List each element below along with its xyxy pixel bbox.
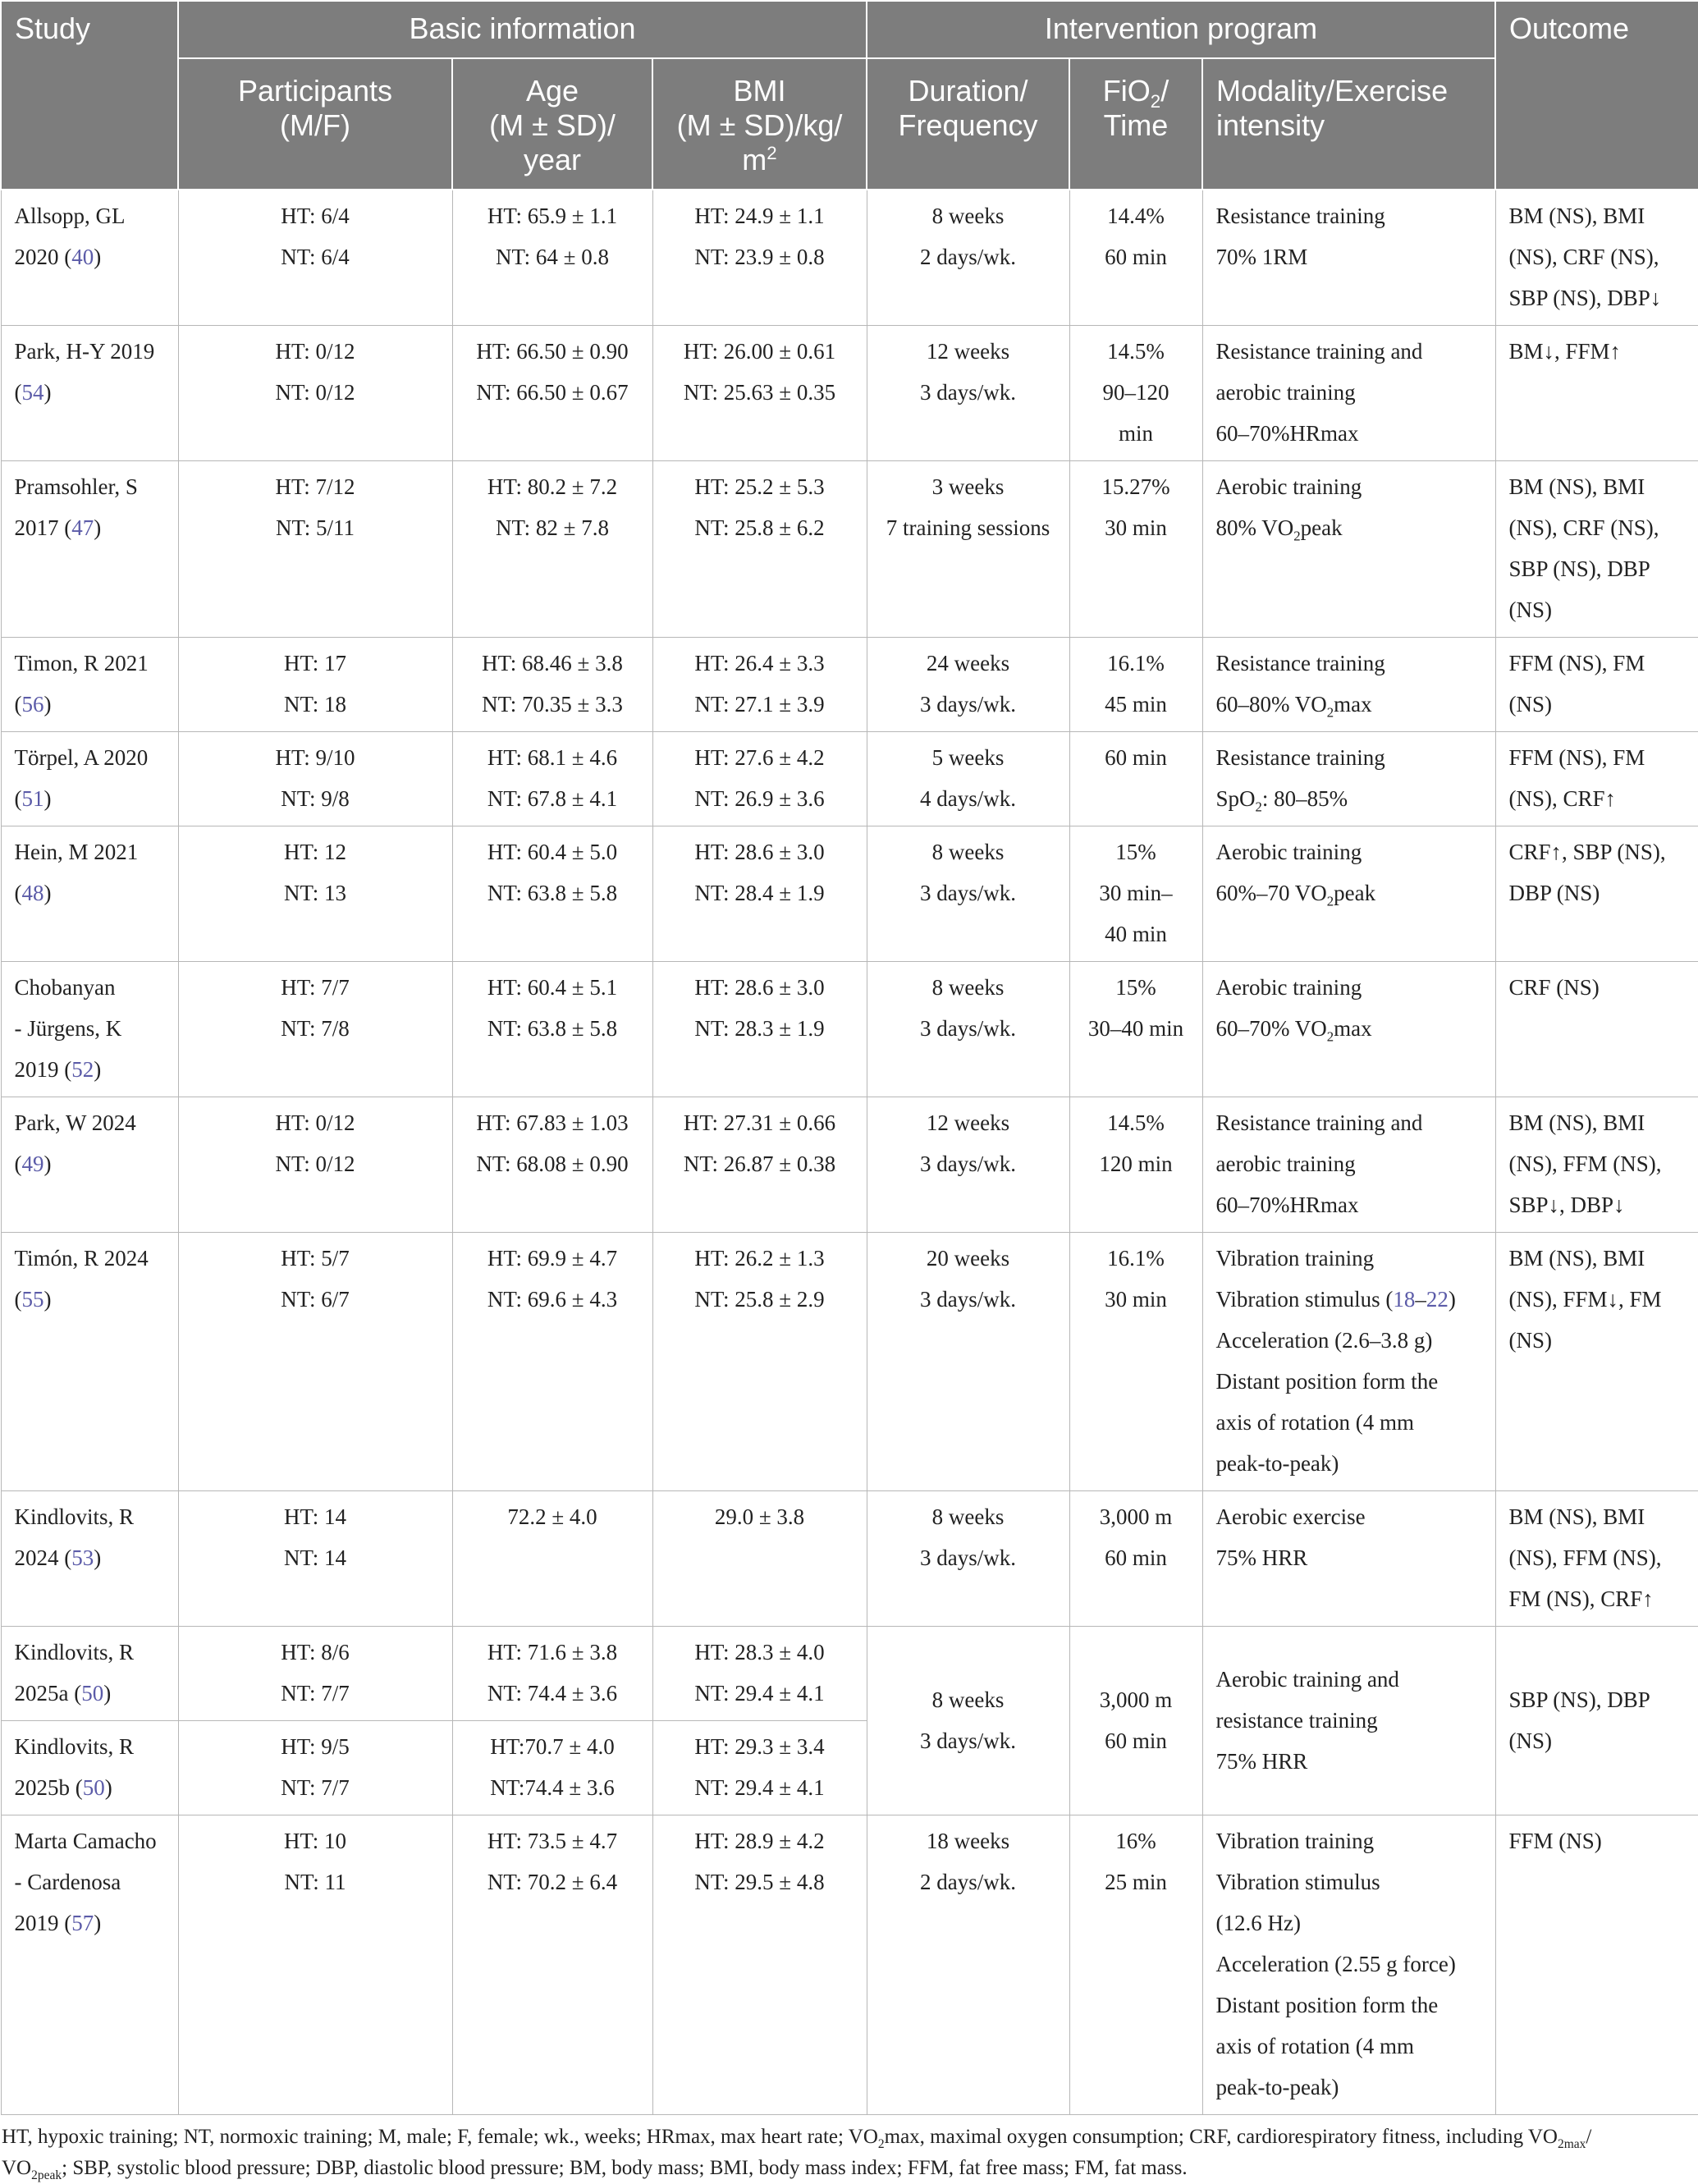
cell-modality: Vibration training Vibration stimulus (12.6 Hz) Acceleration (2.55 g force) Distant position form the axis of rotation (4 mm peak-to-peak): [1202, 1815, 1495, 2115]
cell-outcome: CRF (NS): [1495, 962, 1698, 1097]
cell-modality: Resistance training SpO$_2$: 80–85%: [1202, 732, 1495, 826]
header-duration-frequency: Duration/ Frequency: [867, 58, 1069, 190]
cell-age: HT:70.7 ± 4.0 NT:74.4 ± 3.6: [452, 1721, 652, 1815]
cell-bmi: HT: 28.3 ± 4.0 NT: 29.4 ± 4.1: [652, 1627, 867, 1721]
cell-age: HT: 60.4 ± 5.1 NT: 63.8 ± 5.8: [452, 962, 652, 1097]
cell-participants: HT: 9/5 NT: 7/7: [178, 1721, 452, 1815]
cell-fio2: 15% 30 min– 40 min: [1069, 826, 1202, 962]
cell-fio2: 14.5% 120 min: [1069, 1097, 1202, 1233]
cell-duration: 8 weeks 3 days/wk.: [867, 826, 1069, 962]
cell-outcome: FFM (NS): [1495, 1815, 1698, 2115]
reference-link[interactable]: 51: [21, 786, 44, 811]
cell-modality: Resistance training and aerobic training 60–70%HRmax: [1202, 1097, 1495, 1233]
reference-link[interactable]: 48: [21, 881, 44, 905]
cell-outcome: CRF↑, SBP (NS), DBP (NS): [1495, 826, 1698, 962]
table-row: [1, 1815, 1698, 2115]
table-row: [1, 638, 1698, 732]
cell-fio2: 16.1% 30 min: [1069, 1233, 1202, 1491]
table-row: [1, 1491, 1698, 1627]
cell-participants: HT: 14 NT: 14: [178, 1491, 452, 1627]
cell-age: HT: 68.1 ± 4.6 NT: 67.8 ± 4.1: [452, 732, 652, 826]
cell-participants: HT: 10 NT: 11: [178, 1815, 452, 2115]
cell-study: Pramsohler, S 2017 (47): [1, 461, 178, 638]
cell-fio2: 3,000 m 60 min: [1069, 1491, 1202, 1627]
cell-fio2: 16.1% 45 min: [1069, 638, 1202, 732]
cell-bmi: HT: 27.6 ± 4.2 NT: 26.9 ± 3.6: [652, 732, 867, 826]
cell-modality: Resistance training and aerobic training 60–70%HRmax: [1202, 326, 1495, 461]
cell-duration: 8 weeks 3 days/wk.: [867, 962, 1069, 1097]
cell-bmi: 29.0 ± 3.8: [652, 1491, 867, 1627]
cell-age: HT: 66.50 ± 0.90 NT: 66.50 ± 0.67: [452, 326, 652, 461]
cell-fio2: 15% 30–40 min: [1069, 962, 1202, 1097]
header-outcome: Outcome: [1495, 1, 1698, 190]
header-age: Age (M ± SD)/ year: [452, 58, 652, 190]
cell-study: Chobanyan - Jürgens, K 2019 (52): [1, 962, 178, 1097]
cell-bmi: HT: 29.3 ± 3.4 NT: 29.4 ± 4.1: [652, 1721, 867, 1815]
cell-participants: HT: 5/7 NT: 6/7: [178, 1233, 452, 1491]
cell-age: HT: 80.2 ± 7.2 NT: 82 ± 7.8: [452, 461, 652, 638]
cell-bmi: HT: 26.4 ± 3.3 NT: 27.1 ± 3.9: [652, 638, 867, 732]
header-modality-intensity: Modality/Exercise intensity: [1202, 58, 1495, 190]
cell-study: Kindlovits, R 2025a (50): [1, 1627, 178, 1721]
cell-age: HT: 60.4 ± 5.0 NT: 63.8 ± 5.8: [452, 826, 652, 962]
cell-modality: Aerobic training 80% $VO_2peak$: [1202, 461, 1495, 638]
cell-age: HT: 65.9 ± 1.1 NT: 64 ± 0.8: [452, 190, 652, 326]
cell-age: HT: 69.9 ± 4.7 NT: 69.6 ± 4.3: [452, 1233, 652, 1491]
reference-link[interactable]: 50: [82, 1775, 105, 1800]
cell-fio2-merged: 3,000 m 60 min: [1069, 1627, 1202, 1815]
cell-fio2: 14.5% 90–120 min: [1069, 326, 1202, 461]
header-study: Study: [1, 1, 178, 190]
cell-study: Hein, M 2021 (48): [1, 826, 178, 962]
reference-link[interactable]: 52: [71, 1057, 94, 1082]
cell-modality: Vibration training Vibration stimulus (18–22) Acceleration (2.6–3.8 g) Distant position form the axis of rotation (4 mm peak-to-peak): [1202, 1233, 1495, 1491]
cell-duration: 8 weeks 2 days/wk.: [867, 190, 1069, 326]
cell-bmi: HT: 24.9 ± 1.1 NT: 23.9 ± 0.8: [652, 190, 867, 326]
cell-outcome: BM (NS), BMI (NS), FFM (NS), SBP↓, DBP↓: [1495, 1097, 1698, 1233]
table-row: [1, 1627, 1698, 1721]
table-row: [1, 732, 1698, 826]
reference-link[interactable]: 22: [1426, 1287, 1449, 1312]
cell-outcome: BM (NS), BMI (NS), CRF (NS), SBP (NS), DBP (NS): [1495, 461, 1698, 638]
cell-participants: HT: 0/12 NT: 0/12: [178, 1097, 452, 1233]
header-basic-information: Basic information: [178, 1, 867, 58]
header-bmi: BMI (M ± SD)/kg/ $m^2$: [652, 58, 867, 190]
cell-bmi: HT: 26.00 ± 0.61 NT: 25.63 ± 0.35: [652, 326, 867, 461]
cell-study: Kindlovits, R 2024 (53): [1, 1491, 178, 1627]
cell-modality-merged: Aerobic training and resistance training 75% HRR: [1202, 1627, 1495, 1815]
cell-modality: Aerobic training 60–70% $VO_2\max$: [1202, 962, 1495, 1097]
cell-age: 72.2 ± 4.0: [452, 1491, 652, 1627]
reference-link[interactable]: 57: [71, 1911, 94, 1935]
reference-link[interactable]: 54: [21, 380, 44, 405]
cell-duration: 20 weeks 3 days/wk.: [867, 1233, 1069, 1491]
cell-outcome: BM↓, FFM↑: [1495, 326, 1698, 461]
cell-outcome-merged: SBP (NS), DBP (NS): [1495, 1627, 1698, 1815]
reference-link[interactable]: 40: [71, 245, 94, 269]
cell-fio2: 14.4% 60 min: [1069, 190, 1202, 326]
reference-link[interactable]: 47: [71, 515, 94, 540]
table-row: [1, 1233, 1698, 1491]
cell-outcome: FFM (NS), FM (NS): [1495, 638, 1698, 732]
cell-modality: Resistance training 70% 1RM: [1202, 190, 1495, 326]
table-row: [1, 962, 1698, 1097]
cell-duration: 3 weeks 7 training sessions: [867, 461, 1069, 638]
cell-participants: HT: 0/12 NT: 0/12: [178, 326, 452, 461]
reference-link[interactable]: 50: [81, 1681, 104, 1706]
cell-study: Park, H-Y 2019 (54): [1, 326, 178, 461]
cell-age: HT: 73.5 ± 4.7 NT: 70.2 ± 6.4: [452, 1815, 652, 2115]
cell-outcome: BM (NS), BMI (NS), CRF (NS), SBP (NS), DBP↓: [1495, 190, 1698, 326]
cell-study: Törpel, A 2020 (51): [1, 732, 178, 826]
cell-bmi: HT: 28.9 ± 4.2 NT: 29.5 ± 4.8: [652, 1815, 867, 2115]
cell-fio2: 16% 25 min: [1069, 1815, 1202, 2115]
header-participants: Participants (M/F): [178, 58, 452, 190]
table-footnote: [0, 2115, 1698, 2184]
cell-participants: HT: 7/7 NT: 7/8: [178, 962, 452, 1097]
cell-age: HT: 67.83 ± 1.03 NT: 68.08 ± 0.90: [452, 1097, 652, 1233]
cell-duration: 12 weeks 3 days/wk.: [867, 326, 1069, 461]
reference-link[interactable]: 53: [71, 1545, 94, 1570]
reference-link[interactable]: 55: [21, 1287, 44, 1312]
cell-outcome: BM (NS), BMI (NS), FFM (NS), FM (NS), CRF↑: [1495, 1491, 1698, 1627]
cell-participants: HT: 6/4 NT: 6/4: [178, 190, 452, 326]
cell-bmi: HT: 25.2 ± 5.3 NT: 25.8 ± 6.2: [652, 461, 867, 638]
table-row: [1, 1097, 1698, 1233]
cell-modality: Aerobic training 60%–70 $VO_2peak$: [1202, 826, 1495, 962]
cell-bmi: HT: 28.6 ± 3.0 NT: 28.4 ± 1.9: [652, 826, 867, 962]
cell-duration: 18 weeks 2 days/wk.: [867, 1815, 1069, 2115]
cell-modality: Aerobic exercise 75% HRR: [1202, 1491, 1495, 1627]
header-intervention-program: Intervention program: [867, 1, 1495, 58]
cell-duration: 24 weeks 3 days/wk.: [867, 638, 1069, 732]
cell-study: Marta Camacho - Cardenosa 2019 (57): [1, 1815, 178, 2115]
cell-fio2: 15.27% 30 min: [1069, 461, 1202, 638]
footnote-line-2: $VO_{2peak}$; SBP, systolic blood pressure; DBP, diastolic blood pressure; BM, body mass; BMI, body mass index; FFM, fat free mass; FM, fat mass.: [2, 2157, 1188, 2182]
cell-duration-merged: 8 weeks 3 days/wk.: [867, 1627, 1069, 1815]
table-row: [1, 826, 1698, 962]
cell-outcome: BM (NS), BMI (NS), FFM↓, FM (NS): [1495, 1233, 1698, 1491]
cell-study: Timón, R 2024 (55): [1, 1233, 178, 1491]
cell-participants: HT: 9/10 NT: 9/8: [178, 732, 452, 826]
cell-participants: HT: 17 NT: 18: [178, 638, 452, 732]
cell-participants: HT: 8/6 NT: 7/7: [178, 1627, 452, 1721]
footnote-line-1: HT, hypoxic training; NT, normoxic training; M, male; F, female; wk., weeks; HRmax, max heart rate; $VO_2\max$, maximal oxygen consumption; CRF, cardiorespiratory fitness, including $VO_{2max}/$: [2, 2126, 1592, 2151]
cell-outcome: FFM (NS), FM (NS), CRF↑: [1495, 732, 1698, 826]
cell-age: HT: 71.6 ± 3.8 NT: 74.4 ± 3.6: [452, 1627, 652, 1721]
table-row: [1, 461, 1698, 638]
cell-age: HT: 68.46 ± 3.8 NT: 70.35 ± 3.3: [452, 638, 652, 732]
cell-bmi: HT: 28.6 ± 3.0 NT: 28.3 ± 1.9: [652, 962, 867, 1097]
cell-duration: 12 weeks 3 days/wk.: [867, 1097, 1069, 1233]
cell-participants: HT: 12 NT: 13: [178, 826, 452, 962]
cell-fio2: 60 min: [1069, 732, 1202, 826]
cell-study: Timon, R 2021 (56): [1, 638, 178, 732]
reference-link[interactable]: 49: [21, 1152, 44, 1176]
cell-duration: 5 weeks 4 days/wk.: [867, 732, 1069, 826]
cell-study: Allsopp, GL 2020 (40): [1, 190, 178, 326]
cell-duration: 8 weeks 3 days/wk.: [867, 1491, 1069, 1627]
reference-link[interactable]: 18: [1393, 1287, 1416, 1312]
reference-link[interactable]: 56: [21, 692, 44, 717]
cell-bmi: HT: 26.2 ± 1.3 NT: 25.8 ± 2.9: [652, 1233, 867, 1491]
cell-bmi: HT: 27.31 ± 0.66 NT: 26.87 ± 0.38: [652, 1097, 867, 1233]
cell-study: Park, W 2024 (49): [1, 1097, 178, 1233]
table-row: [1, 190, 1698, 326]
cell-study: Kindlovits, R 2025b (50): [1, 1721, 178, 1815]
cell-participants: HT: 7/12 NT: 5/11: [178, 461, 452, 638]
table-row: [1, 326, 1698, 461]
header-fio2-time: FiO$_2$/ Time: [1069, 58, 1202, 190]
cell-modality: Resistance training 60–80% $VO_2\max$: [1202, 638, 1495, 732]
